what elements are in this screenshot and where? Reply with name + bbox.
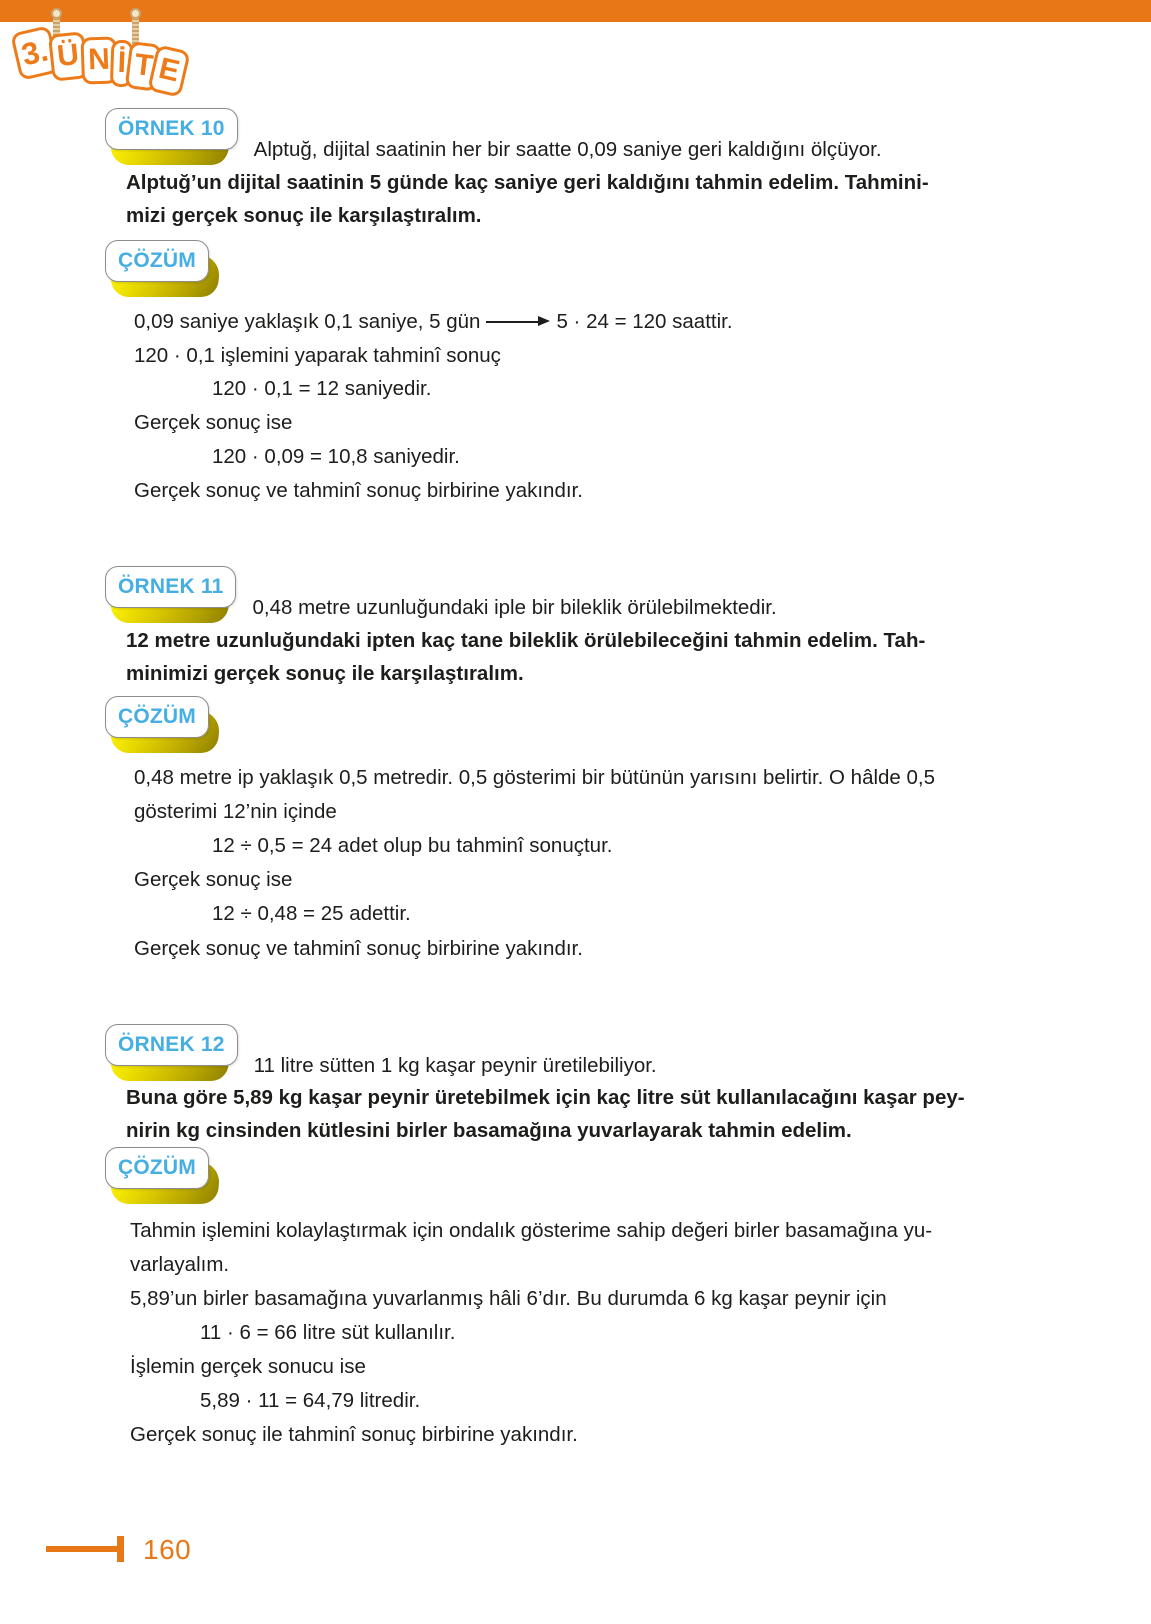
- example-prompt-line: Alptuğ’un dijital saatinin 5 günde kaç saniye geri kaldığını tahmin edelim. Tahmini-: [126, 171, 929, 194]
- example-prompt-line: mizi gerçek sonuç ile karşılaştıralım.: [126, 204, 482, 227]
- unit-letter: E: [151, 48, 188, 94]
- solution-line: Gerçek sonuç ve tahminî sonuç birbirine yakındır.: [134, 937, 583, 960]
- unit-letter: 3.: [14, 29, 56, 78]
- solution-line: 120 · 0,1 işlemini yaparak tahminî sonuç: [134, 344, 501, 367]
- example-prompt-line: nirin kg cinsinden kütlesini birler basamağına yuvarlayarak tahmin edelim.: [126, 1119, 852, 1142]
- solution-line: İşlemin gerçek sonucu ise: [130, 1355, 366, 1378]
- solution-line: [134, 310, 733, 334]
- page-number: 160: [143, 1534, 192, 1565]
- badge-label: ÇÖZÜM: [105, 696, 209, 738]
- unit-letter: İ: [113, 43, 131, 85]
- example-heading-row: [105, 118, 882, 162]
- badge-label: ÖRNEK 10: [105, 108, 238, 150]
- right-arrow-icon: [486, 316, 550, 327]
- solution-line: Gerçek sonuç ise: [134, 868, 293, 891]
- badge-label: ÇÖZÜM: [105, 240, 209, 282]
- example-heading-row: [105, 1034, 657, 1078]
- solution-line: Gerçek sonuç ise: [134, 411, 293, 434]
- rope-eyelet-icon: [130, 8, 141, 19]
- solution-line: 5,89 · 11 = 64,79 litredir.: [200, 1389, 421, 1412]
- solution-badge-11: [105, 706, 209, 728]
- solution-line: 0,48 metre ip yaklaşık 0,5 metredir. 0,5 gösterimi bir bütünün yarısını belirtir. O hâlde 0,5: [134, 766, 936, 789]
- example-intro-text: Alptuğ, dijital saatinin her bir saatte 0,09 saniye geri kaldığını ölçüyor.: [253, 138, 882, 161]
- solution-line: 120 · 0,1 = 12 saniyedir.: [212, 377, 432, 400]
- example-heading-row: [105, 576, 777, 620]
- example-intro-text: 0,48 metre uzunluğundaki iple bir bileklik örülebilmektedir.: [252, 596, 777, 619]
- badge-label: ÖRNEK 12: [105, 1024, 238, 1066]
- example-prompt-line: Buna göre 5,89 kg kaşar peynir üretebilmek için kaç litre süt kullanılacağını kaşar pey-: [126, 1086, 965, 1109]
- rope-eyelet-icon: [51, 8, 62, 19]
- solution-line: gösterimi 12’nin içinde: [134, 800, 337, 823]
- example-badge-12: [105, 1034, 238, 1056]
- example-prompt-line: 12 metre uzunluğundaki ipten kaç tane bileklik örülebileceğini tahmin edelim. Tah-: [126, 629, 926, 652]
- footer-tick: [117, 1536, 124, 1562]
- solution-line: 5,89’un birler basamağına yuvarlanmış hâli 6’dır. Bu durumda 6 kg kaşar peynir için: [130, 1287, 887, 1310]
- footer-rule: [46, 1546, 124, 1552]
- badge-label: ÇÖZÜM: [105, 1147, 209, 1189]
- solution-line: Gerçek sonuç ve tahminî sonuç birbirine yakındır.: [134, 479, 583, 502]
- unit-letter: Ü: [51, 35, 85, 79]
- solution-line: varlayalım.: [130, 1253, 230, 1276]
- unit-letter: T: [128, 44, 159, 88]
- solution-badge-12: [105, 1157, 209, 1179]
- solution-line: 12 ÷ 0,48 = 25 adettir.: [212, 902, 411, 925]
- solution-text-before: 0,09 saniye yaklaşık 0,1 saniye, 5 gün: [134, 310, 481, 333]
- solution-line: 11 · 6 = 66 litre süt kullanılır.: [200, 1321, 456, 1344]
- solution-badge-10: [105, 250, 209, 272]
- example-prompt-line: minimizi gerçek sonuç ile karşılaştıralım.: [126, 662, 524, 685]
- example-badge-10: [105, 118, 238, 140]
- unit-badge: [18, 6, 193, 94]
- unit-label: [18, 32, 187, 89]
- solution-line: 12 ÷ 0,5 = 24 adet olup bu tahminî sonuçtur.: [212, 834, 613, 857]
- unit-letter: N: [83, 39, 114, 81]
- badge-label: ÖRNEK 11: [105, 566, 236, 608]
- solution-line: Gerçek sonuç ile tahminî sonuç birbirine yakındır.: [130, 1423, 578, 1446]
- solution-text-after: 5 · 24 = 120 saattir.: [556, 310, 733, 333]
- example-intro-text: 11 litre sütten 1 kg kaşar peynir üretilebiliyor.: [253, 1054, 657, 1077]
- solution-line: 120 · 0,09 = 10,8 saniyedir.: [212, 445, 460, 468]
- example-badge-11: [105, 576, 236, 598]
- solution-line: Tahmin işlemini kolaylaştırmak için ondalık gösterime sahip değeri birler basamağına yu-: [130, 1219, 933, 1242]
